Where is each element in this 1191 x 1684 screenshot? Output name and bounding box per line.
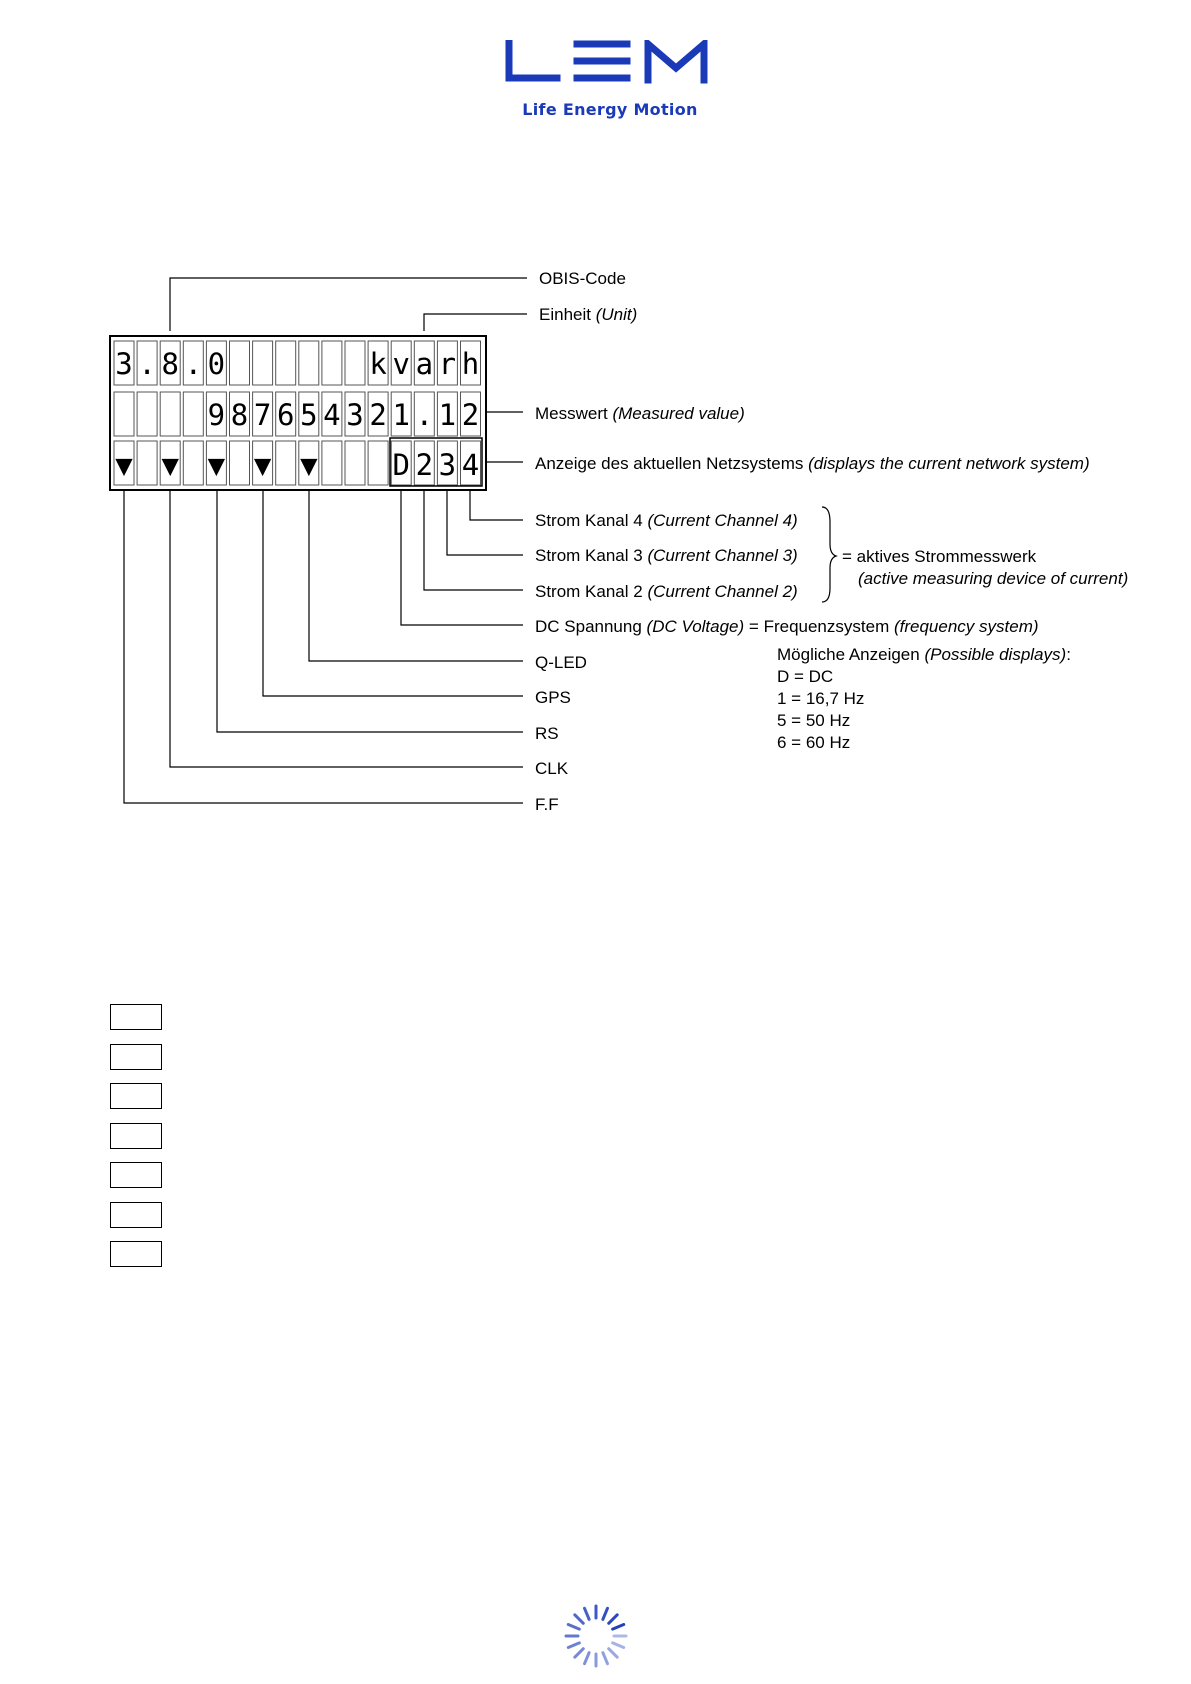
spinner-tick [603, 1608, 608, 1619]
gps-label: GPS [535, 688, 571, 707]
lcd-cell [137, 392, 157, 436]
dc-voltage-label: DC Spannung (DC Voltage) = Frequenzsystem (frequency system) [535, 617, 1039, 636]
spinner-tick [575, 1615, 583, 1623]
lcd-indicator: ▼ [207, 448, 226, 482]
lcd-char: k [369, 347, 387, 381]
loading-spinner-icon [560, 1600, 632, 1672]
spinner-tick [609, 1615, 617, 1623]
lcd-cell [345, 441, 365, 485]
lcd-cell [230, 441, 250, 485]
lcd-cell [114, 392, 134, 436]
spinner-tick [568, 1625, 579, 1630]
current-channel-2-label: Strom Kanal 2 (Current Channel 2) [535, 582, 798, 601]
spinner-tick [568, 1643, 579, 1648]
spinner-tick [575, 1649, 583, 1657]
lcd-char: 8 [161, 347, 179, 381]
lcd-cell [253, 341, 273, 385]
legend-box [110, 1202, 162, 1228]
lcd-char: a [415, 347, 434, 381]
lcd-indicator: ▼ [300, 448, 318, 482]
lcd-cell [299, 341, 319, 385]
measured-value-label: Messwert (Measured value) [535, 404, 745, 423]
lcd-cell [322, 341, 342, 385]
obis-label: OBIS-Code [539, 269, 626, 288]
legend-box [110, 1162, 162, 1188]
lcd-char: 6 [276, 398, 295, 432]
lcd-cell [322, 441, 342, 485]
lcd-char: 5 [300, 398, 318, 432]
lcd-char: v [392, 347, 410, 381]
lcd-char: 3 [115, 347, 133, 381]
ff-label: F.F [535, 795, 559, 814]
possible-displays-heading: Mögliche Anzeigen (Possible displays): [777, 645, 1071, 664]
active-measuring-label-en: (active measuring device of current) [858, 569, 1129, 588]
lcd-cell [276, 341, 296, 385]
lcd-char: 2 [461, 398, 480, 432]
lcd-cell [368, 441, 388, 485]
lcd-char: 3 [346, 398, 364, 432]
lcd-cell [345, 341, 365, 385]
lcd-char: 4 [323, 398, 341, 432]
lcd-indicator: ▼ [161, 448, 179, 482]
lcd-cell [230, 341, 250, 385]
lcd-indicator: ▼ [115, 448, 133, 482]
logo-tagline: Life Energy Motion [522, 100, 698, 119]
legend-box [110, 1123, 162, 1149]
lcd-char: 7 [253, 398, 272, 432]
lcd-cell [183, 392, 203, 436]
lcd-char: . [415, 398, 434, 432]
lcd-char: 9 [207, 398, 226, 432]
possible-display-item: D = DC [777, 667, 834, 686]
lcd-cell [160, 392, 180, 436]
possible-display-item: 5 = 50 Hz [777, 711, 851, 730]
legend-box [110, 1004, 162, 1030]
lcd-cell [276, 441, 296, 485]
lcd-cell [183, 441, 203, 485]
spinner-tick [585, 1608, 590, 1619]
rs-label: RS [535, 724, 559, 743]
clk-label: CLK [535, 759, 569, 778]
spinner-tick [613, 1643, 624, 1648]
current-channel-4-label: Strom Kanal 4 (Current Channel 4) [535, 511, 798, 530]
unit-label: Einheit (Unit) [539, 305, 638, 324]
lcd-indicator: D [392, 448, 410, 482]
lcd-indicator: 3 [438, 448, 457, 482]
spinner-tick [585, 1653, 590, 1664]
lcd-char: 8 [230, 398, 249, 432]
lcd-char: 1 [438, 398, 457, 432]
lcd-indicator: 2 [415, 448, 434, 482]
lcd-char: h [461, 347, 480, 381]
lcd-indicator: ▼ [253, 448, 272, 482]
network-system-label: Anzeige des aktuellen Netzsystems (displays the current network system) [535, 454, 1090, 473]
spinner-tick [609, 1649, 617, 1657]
lcd-char: 1 [392, 398, 410, 432]
legend-box [110, 1044, 162, 1070]
q-led-label: Q-LED [535, 653, 587, 672]
spinner-tick [613, 1625, 624, 1630]
spinner-tick [603, 1653, 608, 1664]
lcd-char: r [438, 347, 457, 381]
legend-box [110, 1083, 162, 1109]
legend-box [110, 1241, 162, 1267]
possible-display-item: 6 = 60 Hz [777, 733, 851, 752]
possible-display-item: 1 = 16,7 Hz [777, 689, 865, 708]
lcd-char: . [138, 347, 156, 381]
lcd-indicator: 4 [461, 448, 480, 482]
current-channel-3-label: Strom Kanal 3 (Current Channel 3) [535, 546, 798, 565]
lcd-cell [137, 441, 157, 485]
lcd-char: 2 [369, 398, 387, 432]
lcd-char: . [184, 347, 203, 381]
lcd-char: 0 [207, 347, 226, 381]
active-measuring-label: = aktives Strommesswerk [842, 547, 1037, 566]
